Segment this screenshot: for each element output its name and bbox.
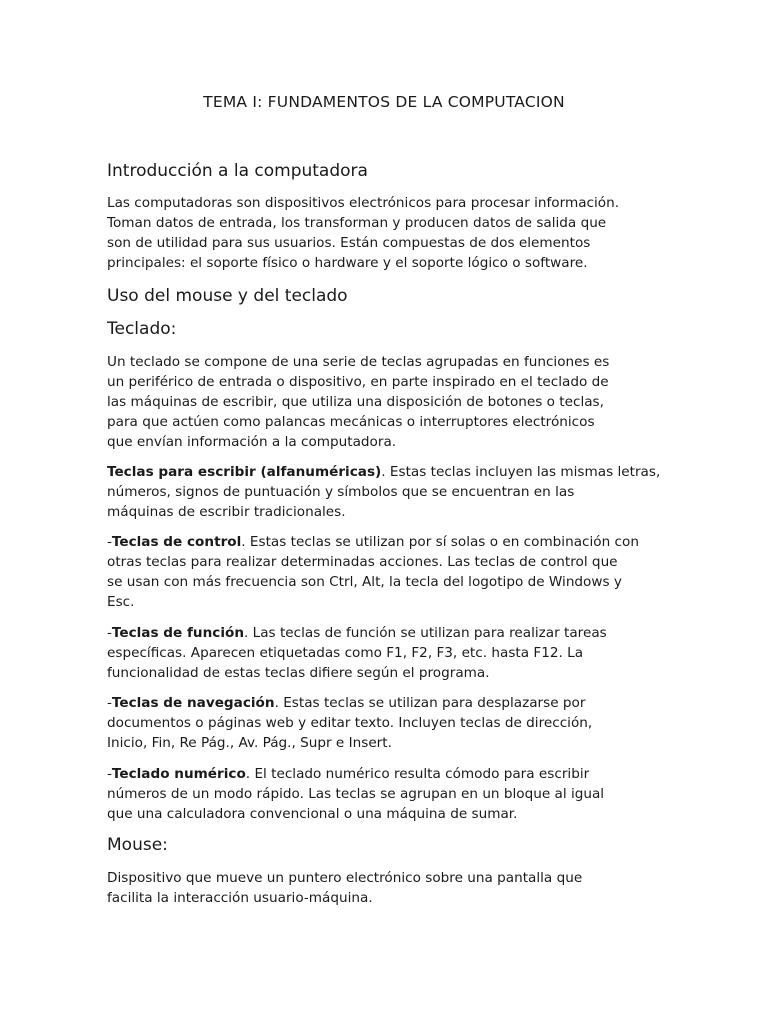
text-line: son de utilidad para sus usuarios. Están compuestas de dos elementos — [107, 235, 591, 251]
paragraph-teclas-navegacion — [107, 693, 667, 753]
text-line: Las computadoras son dispositivos electrónicos para procesar información. — [107, 195, 620, 211]
paragraph-introduccion — [107, 193, 667, 273]
text-line: funcionalidad de estas teclas difiere según el programa. — [107, 665, 490, 681]
bold-term: Teclado numérico — [111, 766, 246, 782]
paragraph-teclas-control — [107, 532, 667, 612]
text-line — [107, 532, 667, 552]
text-line: que envían información a la computadora. — [107, 434, 397, 450]
bold-term: Teclas de función — [111, 625, 244, 641]
heading-uso-mouse-teclado: Uso del mouse y del teclado — [107, 286, 348, 306]
text-line: facilita la interacción usuario-máquina. — [107, 890, 373, 906]
text-segment: . Las teclas de función se utilizan para realizar tareas — [244, 625, 607, 641]
heading-teclado-label: Teclado — [107, 319, 171, 339]
heading-mouse-colon: : — [162, 835, 168, 855]
paragraph-teclado — [107, 352, 667, 452]
text-line: Esc. — [107, 594, 135, 610]
text-line: Dispositivo que mueve un puntero electrónico sobre una pantalla que — [107, 870, 583, 886]
paragraph-teclas-alfanumericas — [107, 462, 667, 522]
text-line: otras teclas para realizar determinadas acciones. Las teclas de control que — [107, 554, 618, 570]
bold-term: Teclas para escribir (alfanuméricas) — [107, 464, 382, 480]
text-line: documentos o páginas web y editar texto. Incluyen teclas de dirección, — [107, 715, 593, 731]
text-line: principales: el soporte físico o hardware y el soporte lógico o software. — [107, 255, 588, 271]
dash-prefix: - — [107, 695, 112, 711]
text-line: números, signos de puntuación y símbolos que se encuentran en las — [107, 484, 575, 500]
bold-term: Teclas de navegación — [111, 695, 275, 711]
text-line: un periférico de entrada o dispositivo, en parte inspirado en el teclado de — [107, 374, 609, 390]
text-segment: . Estas teclas se utilizan por sí solas o en combinación con — [241, 534, 639, 550]
text-line: se usan con más frecuencia son Ctrl, Alt, la tecla del logotipo de Windows y — [107, 574, 622, 590]
text-line: números de un modo rápido. Las teclas se agrupan en un bloque al igual — [107, 786, 605, 802]
text-line: máquinas de escribir tradicionales. — [107, 504, 346, 520]
paragraph-teclado-numerico — [107, 764, 667, 824]
dash-prefix: - — [107, 625, 112, 641]
text-line: Inicio, Fin, Re Pág., Av. Pág., Supr e Insert. — [107, 735, 392, 751]
heading-teclado-colon: : — [170, 319, 177, 339]
text-line: específicas. Aparecen etiquetadas como F1, F2, F3, etc. hasta F12. La — [107, 645, 584, 661]
text-line — [107, 764, 667, 784]
text-line: para que actúen como palancas mecánicas o interruptores electrónicos — [107, 414, 595, 430]
bold-term: Teclas de control — [111, 534, 242, 550]
document-title: TEMA I: FUNDAMENTOS DE LA COMPUTACION — [203, 93, 565, 111]
heading-mouse — [107, 835, 168, 855]
text-line: Toman datos de entrada, los transforman y producen datos de salida que — [107, 215, 607, 231]
dash-prefix: - — [107, 534, 112, 550]
text-line — [107, 693, 667, 713]
paragraph-teclas-funcion — [107, 623, 667, 683]
text-segment: . El teclado numérico resulta cómodo para escribir — [245, 766, 590, 782]
heading-introduccion: Introducción a la computadora — [107, 161, 368, 181]
text-segment: . Estas teclas se utilizan para desplazarse por — [274, 695, 586, 711]
text-line — [107, 462, 667, 482]
text-line: las máquinas de escribir, que utiliza una disposición de botones o teclas, — [107, 394, 604, 410]
text-line: que una calculadora convencional o una máquina de sumar. — [107, 806, 518, 822]
text-segment: . Estas teclas incluyen las mismas letras, — [381, 464, 661, 480]
text-line — [107, 623, 667, 643]
paragraph-mouse — [107, 868, 667, 908]
text-line: Un teclado se compone de una serie de teclas agrupadas en funciones es — [107, 354, 610, 370]
heading-mouse-label: Mouse — [107, 835, 163, 855]
heading-teclado — [107, 319, 176, 339]
dash-prefix: - — [107, 766, 112, 782]
